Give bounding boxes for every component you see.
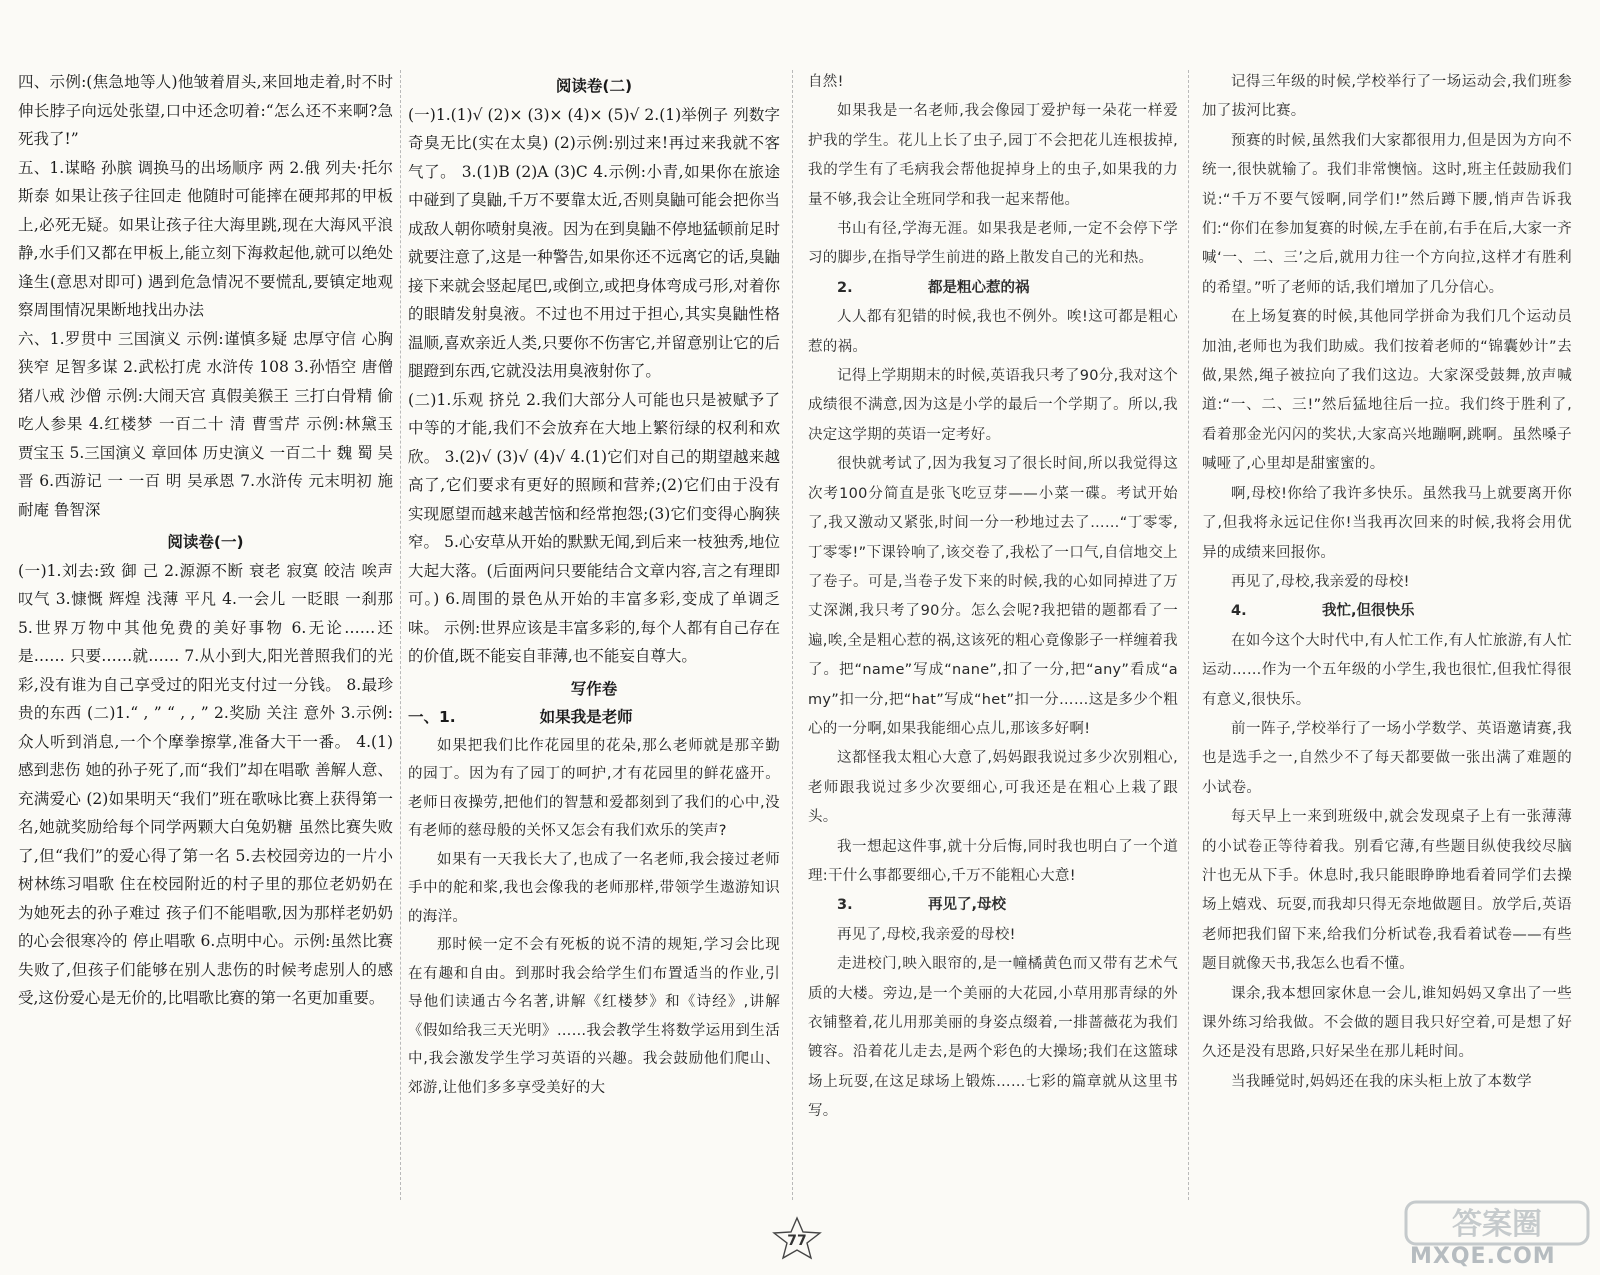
essay-paragraph: 课余,我本想回家休息一会儿,谁知妈妈又拿出了一些课外练习给我做。不会做的题目我只好空着,可是想了好久还是没有思路,只好呆坐在那儿耗时间。 — [1202, 985, 1572, 1061]
section-heading-reading-1: 阅读卷(一) — [167, 533, 244, 551]
essay-paragraph: 自然! — [808, 74, 844, 90]
essay-column-4 — [1202, 68, 1572, 1097]
essay-title-row — [1202, 597, 1572, 626]
essay-paragraph: 书山有径,学海无涯。如果我是老师,一定不会停下学习的脚步,在指导学生前进的路上散发自己的光和热。 — [808, 221, 1178, 267]
answer-paragraph: 六、1.罗贯中 三国演义 示例:谨慎多疑 忠厚守信 心胸狭窄 足智多谋 2.武松打虎 水浒传 108 3.孙悟空 唐僧 猪八戒 沙僧 示例:大闹天宫 真假美猴王 三打白骨精 偷吃人参果 4.红楼梦 一百二十 清 曹雪芹 示例:林黛玉 贾宝玉 5.三国演义 章回体 历史演义 一百二十 魏 蜀 吴 晋 6.西游记 一 一百 明 吴承恩 7.水浒传 元末明初 施耐庵 鲁智深 — [18, 329, 393, 519]
essay-number: 3. — [837, 897, 853, 914]
section-heading-writing: 写作卷 — [570, 679, 618, 698]
essay-paragraph: 人人都有犯错的时候,我也不例外。唉!这可都是粗心惹的祸。 — [808, 309, 1178, 355]
essay-number: 一、1. — [408, 708, 456, 726]
answer-column-2 — [408, 68, 780, 1102]
essay-title: 再见了,母校 — [928, 897, 1007, 914]
essay-paragraph: 在如今这个大时代中,有人忙工作,有人忙旅游,有人忙运动……作为一个五年级的小学生,我也很忙,但我忙得很有意义,很快乐。 — [1202, 632, 1572, 708]
essay-paragraph: 记得三年级的时候,学校举行了一场运动会,我们班参加了拔河比赛。 — [1202, 74, 1572, 120]
essay-number: 2. — [837, 279, 853, 296]
essay-paragraph: 很快就考试了,因为我复习了很长时间,所以我觉得这次考100分简直是张飞吃豆芽——小菜一碟。考试开始了,我又激动又紧张,时间一分一秒地过去了……“丁零零,丁零零!”下课铃响了,该交卷了,我松了一口气,自信地交上了卷子。可是,当卷子发下来的时候,我的心如同掉进了万丈深渊,我只考了90分。怎么会呢?我把错的题都看了一遍,唉,全是粗心惹的祸,这该死的粗心竟像影子一样缠着我了。把“name”写成“nane”,扣了一分,把“any”看成“amy”扣一分,把“hat”写成“het”扣一分……这是多少个粗心的一分啊,如果我能细心点儿,那该多好啊! — [808, 456, 1178, 737]
answer-paragraph: 四、示例:(焦急地等人)他皱着眉头,来回地走着,时不时伸长脖子向远处张望,口中还念叨着:“怎么还不来啊?急死我了!” — [18, 73, 393, 148]
essay-paragraph: 走进校门,映入眼帘的,是一幢橘黄色而又带有艺术气质的大楼。旁边,是一个美丽的大花园,小草用那青绿的外衣铺整着,花儿用那美丽的身姿点缀着,一排蔷薇花为我们镀容。沿着花儿走去,是两个彩色的大操场;我们在这篮球场上玩耍,在这足球场上锻炼……七彩的篇章就从这里书写。 — [808, 956, 1178, 1120]
essay-title-row — [808, 274, 1178, 303]
essay-paragraph: 我一想起这件事,就十分后悔,同时我也明白了一个道理:干什么事都要细心,千万不能粗心大意! — [808, 838, 1178, 884]
essay-title: 都是粗心惹的祸 — [928, 279, 1030, 296]
page-number — [770, 1216, 824, 1260]
essay-title: 我忙,但很快乐 — [1322, 603, 1415, 620]
page-number-text: 77 — [787, 1233, 807, 1249]
essay-paragraph: 当我睡觉时,妈妈还在我的床头柜上放了本数学 — [1231, 1073, 1532, 1090]
answer-paragraph: (二)1.乐观 挤兑 2.我们大部分人可能也只是被赋予了中等的才能,我们不会放弃在大地上繁衍绿的权利和欢欣。 3.(2)√ (3)√ (4)√ 4.(1)它们对自己的期望越来越高了,它们要求有更好的照顾和营养;(2)它们由于没有实现愿望而越来越苦恼和经常抱怨;(3)它们变得心胸狭窄。 5.心安草从开始的默默无闻,到后来一枝独秀,地位大起大落。(后面两问只要能结合文章内容,言之有理即可。) 6.周围的景色从开始的丰富多彩,变成了单调乏味。 示例:世界应该是丰富多彩的,每个人都有自己存在的价值,既不能妄自菲薄,也不能妄自尊大。 — [408, 390, 780, 665]
essay-title-row — [408, 703, 780, 732]
essay-paragraph: 记得上学期期末的时候,英语我只考了90分,我对这个成绩很不满意,因为这是小学的最后一个学期了。所以,我决定这学期的英语一定考好。 — [808, 368, 1178, 443]
essay-title-row — [808, 891, 1178, 920]
essay-paragraph: 再见了,母校,我亲爱的母校! — [1231, 573, 1410, 590]
column-divider — [792, 70, 793, 1200]
essay-paragraph: 在上场复赛的时候,其他同学拼命为我们几个运动员加油,老师也为我们助威。我们按着老师的“锦囊妙计”去做,果然,绳子被拉向了我们这边。大家深受鼓舞,放声喊道:“一、二、三!”然后猛地往后一拉。我们终于胜利了,看着那金光闪闪的奖状,大家高兴地蹦啊,跳啊。虽然嗓子喊哑了,心里却是甜蜜蜜的。 — [1202, 309, 1572, 473]
watermark-url: MXQE.COM — [1410, 1244, 1556, 1269]
essay-paragraph: 如果把我们比作花园里的花朵,那么老师就是那辛勤的园丁。因为有了园丁的呵护,才有花园里的鲜花盛开。老师日夜操劳,把他们的智慧和爱都刻到了我们的心中,没有老师的慈母般的关怀又怎会有我们欢乐的笑声? — [408, 737, 780, 839]
essay-paragraph: 预赛的时候,虽然我们大家都很用力,但是因为方向不统一,很快就输了。我们非常懊恼。这时,班主任鼓励我们说:“千万不要气馁啊,同学们!”然后蹲下腰,悄声告诉我们:“你们在参加复赛的时候,左手在前,右手在后,大家一齐喊‘一、二、三’之后,就用力往一个方向拉,这样才有胜利的希望。”听了老师的话,我们增加了几分信心。 — [1202, 132, 1572, 296]
essay-paragraph: 这都怪我太粗心大意了,妈妈跟我说过多少次别粗心,老师跟我说过多少次要细心,可我还是在粗心上栽了跟头。 — [808, 750, 1178, 826]
essay-paragraph: 那时候一定不会有死板的说不清的规矩,学习会比现在有趣和自由。到那时我会给学生们布置适当的作业,引导他们读通古今名著,讲解《红楼梦》和《诗经》,讲解《假如给我三天光明》……我会教学生将数学运用到生活中,我会激发学生学习英语的兴趣。我会鼓励他们爬山、郊游,让他们多多享受美好的大 — [408, 937, 780, 1096]
essay-title: 如果我是老师 — [539, 708, 633, 726]
watermark-text: 答案圈 — [1452, 1207, 1542, 1242]
essay-paragraph: 如果有一天我长大了,也成了一名老师,我会接过老师手中的舵和桨,我也会像我的老师那样,带领学生遨游知识的海洋。 — [408, 851, 780, 925]
essay-paragraph: 如果我是一名老师,我会像园丁爱护每一朵花一样爱护我的学生。花儿上长了虫子,园丁不会把花儿连根拔掉,我的学生有了毛病我会帮他捉掉身上的虫子,如果我的力量不够,我会让全班同学和我一起来帮他。 — [808, 103, 1178, 208]
answer-paragraph: (一)1.(1)√ (2)× (3)× (4)× (5)√ 2.(1)举例子 列数字 奇臭无比(实在太臭) (2)示例:别过来!再过来我就不客气了。 3.(1)B (2)A (3)C 4.示例:小青,如果你在旅途中碰到了臭鼬,千万不要靠太近,否则臭鼬可能会把你当成敌人朝你喷射臭液。因为在到臭鼬不停地猛顿前足时就要注意了,这是一种警告,如果你还不远离它的话,臭鼬接下来就会竖起尾巴,或倒立,或把身体弯成弓形,对着你的眼睛发射臭液。不过也不用过于担心,其实臭鼬性格温顺,喜欢亲近人类,只要你不伤害它,并留意别让它的后腿蹬到东西,它就没法用臭液射你了。 — [408, 105, 781, 380]
column-divider — [400, 70, 401, 1200]
watermark-icon — [1402, 1198, 1592, 1248]
essay-number: 4. — [1231, 603, 1247, 620]
essay-paragraph: 啊,母校!你给了我许多快乐。虽然我马上就要离开你了,但我将永远记住你!当我再次回来的时候,我将会用优异的成绩来回报你。 — [1202, 485, 1572, 561]
essay-paragraph: 前一阵子,学校举行了一场小学数学、英语邀请赛,我也是选手之一,自然少不了每天都要做一张出满了难题的小试卷。 — [1202, 720, 1572, 796]
section-heading-reading-2: 阅读卷(二) — [555, 77, 633, 95]
answer-paragraph: 五、1.谋略 孙膑 调换马的出场顺序 两 2.俄 列夫·托尔斯泰 如果让孩子往回走 他随时可能摔在硬邦邦的甲板上,必死无疑。如果让孩子往大海里跳,现在大海风平浪静,水手们又都在甲板上,能立刻下海救起他,就可以绝处逢生(意思对即可) 遇到危急情况不要慌乱,要镇定地观察周围情况果断地找出办法 — [18, 158, 393, 319]
column-divider — [1188, 70, 1189, 1200]
answer-paragraph: (一)1.刘去:致 御 己 2.源源不断 衰老 寂寞 皎洁 唉声叹气 3.慷慨 辉煌 浅薄 平凡 4.一会儿 一眨眼 一刹那 5.世界万物中其他免费的美好事物 6.无论……还是…… 只要……就…… 7.从小到大,阳光普照我们的光彩,没有谁为自己享受过的阳光支付过一分钱。 8.最珍贵的东西 (二)1.“ , ” “ , , ” 2.奖励 关注 意外 3.示例:众人听到消息,一个个摩拳擦掌,准备大干一番。 4.(1)感到悲伤 她的孙子死了,而“我们”却在唱歌 善解人意、充满爱心 (2)如果明天“我们”班在歌咏比赛上获得第一名,她就奖励给每个同学两颗大白兔奶糖 虽然比赛失败了,但“我们”的爱心得了第一名 5.去校园旁边的一片小树林练习唱歌 住在校园附近的村子里的那位老奶奶在为她死去的孙子难过 孩子们不能唱歌,因为那样老奶奶的心会很寒冷的 停止唱歌 6.点明中心。示例:虽然比赛失败了,但孩子们能够在别人悲伤的时候考虑别人的感受,这份爱心是无价的,比唱歌比赛的第一名更加重要。 — [18, 561, 393, 1007]
essay-paragraph: 每天早上一来到班级中,就会发现桌子上有一张薄薄的小试卷正等待着我。别看它薄,有些题目纵使我绞尽脑汁也无从下手。休息时,我只能眼睁睁地看着同学们去操场上嬉戏、玩耍,而我却只得无奈地做题目。放学后,英语老师把我们留下来,给我们分析试卷,我看着试卷——有些题目就像天书,我怎么也看不懂。 — [1202, 809, 1572, 973]
essay-paragraph: 再见了,母校,我亲爱的母校! — [837, 926, 1016, 943]
essay-column-3 — [808, 68, 1178, 1127]
answer-column-1 — [18, 68, 393, 1013]
